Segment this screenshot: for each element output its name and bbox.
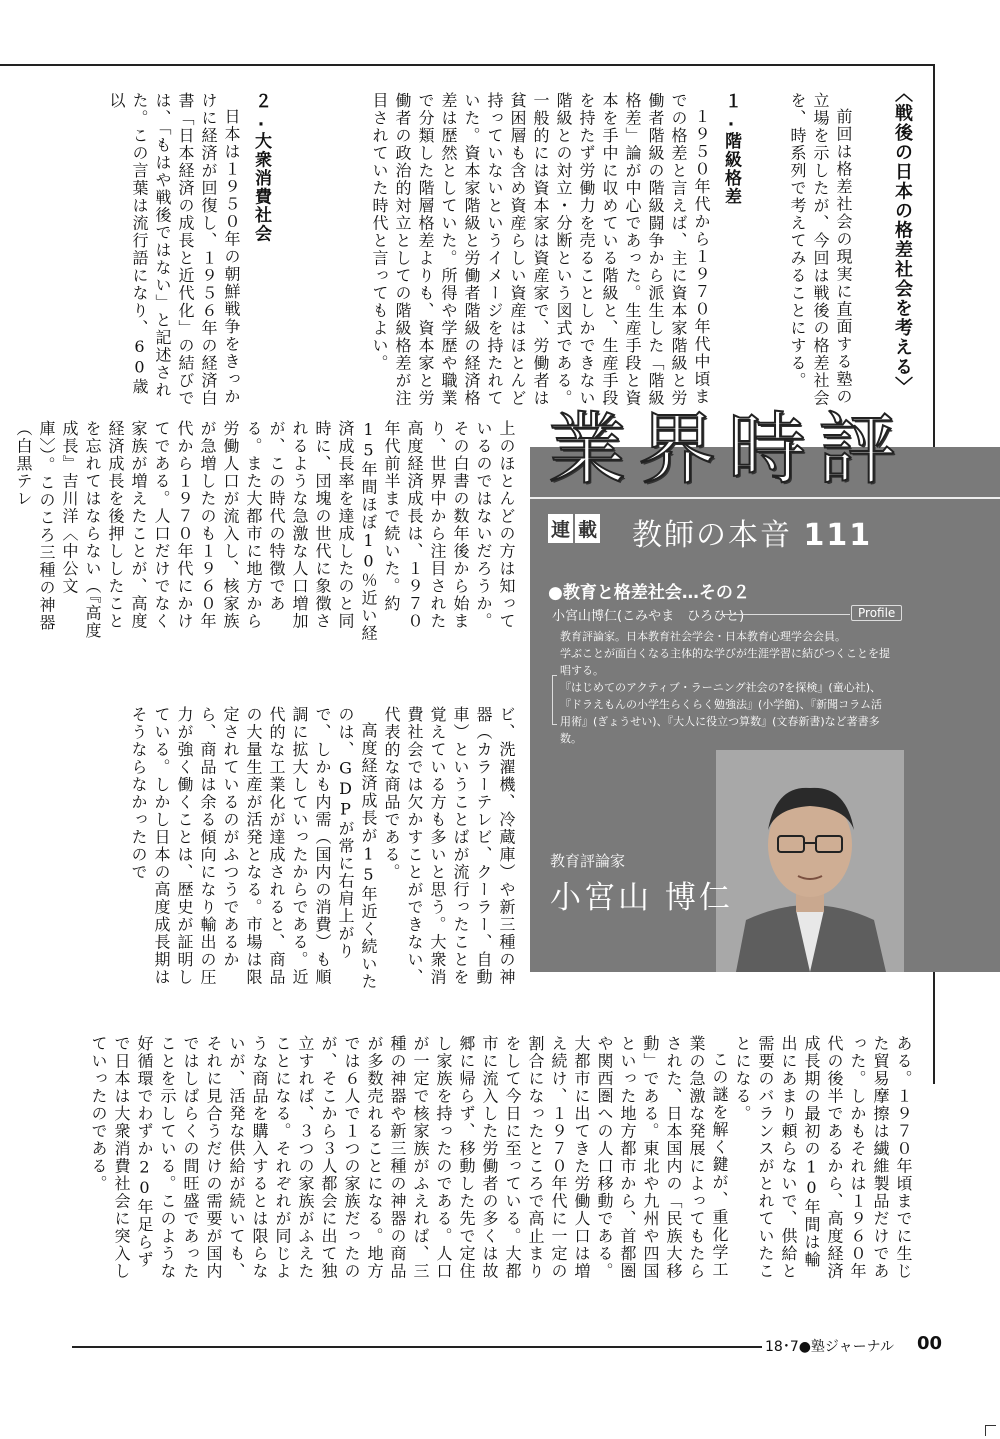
footer-rule xyxy=(72,1346,762,1348)
banner-divider xyxy=(530,497,1000,499)
intro-heading-column xyxy=(862,84,914,414)
profile-bracket xyxy=(552,675,557,725)
intro-text: 前回は格差社会の現実に直面する塾の立場を示したが、今回は戦後の格差社会を、時系列で考えてみることにする。 xyxy=(788,92,853,407)
page-number: 00 xyxy=(917,1333,943,1354)
section1-column xyxy=(280,92,742,408)
author-photo xyxy=(716,750,904,972)
author-role: 教育評論家 xyxy=(550,852,626,870)
series-badge xyxy=(548,514,600,543)
bottom-text2: この謎を解く鍵が、重化学工業の急激な発展によってもたらされた、日本国内の「民族大移動」である。東北や九州や四国といった地方都市から、首都圏や関西圏への人口移動である。大都市に出てきた労働人口は増え続け、１９７０年代に一定の割合になったところで高止まりをして今日に至っている。大都市に流入した労働者の多くは故郷に帰らず、移動した先で定住し家族を持ったのである。人口が一定で核家族がふえれば、三種の神器や新三種の神器の商品が多数売れることになる。地方では６人で１つの家族だったのが、そこから３人都会に出て独立すれば、３つの家族がふえたことになる。それぞれが同じような商品を購入するとは限らないが、活発な供給が続いても、それに見合うだけの需要が国内ではしばらくの間旺盛であったことを示している。このような好循環でわずか20年足らずで日本は大衆消費社会に突入していったのである。 xyxy=(89,1035,729,1280)
profile-text xyxy=(560,628,890,747)
section2-heading: ２.大衆消費社会 xyxy=(251,92,271,243)
profile-line-3: 『はじめてのアクティブ・ラーニング社会の?を探検』(童心社)、『ドラえもんの小学生らくらく勉強法』(小学館)、『新聞コラム活用術』(ぎょうせい)、『大人に役立つ算数』(文春新書)など著書多数。 xyxy=(560,681,882,745)
top-rule xyxy=(0,64,935,66)
series-number: 111 xyxy=(803,518,873,553)
bottom-column xyxy=(89,1035,915,1285)
series-title xyxy=(632,510,872,554)
badge-char-2: 載 xyxy=(575,514,600,543)
section1-text: １９５０年代から１９７０年代中頃までの格差と言えば、主に資本家階級と労働者階級の階級闘争から派生した「階級格差」論が中心であった。生産手段と資本を手中に収めている階級と、生産手段を持たず労働力を売ることしかできない階級との対立・分断という図式である。一般的には資本家は資産家で、労働者は貧困層も含め資産らしい資産はほとんど持っていないというイメージを持たれていた。資本家階級と労働者階級の経済格差は歴然としていた。所得や学歴や職業で分類した階層格差よりも、資本家と労働者の政治的対立としての階級格差が注目されていた時代と言ってもよい。 xyxy=(370,92,711,407)
profile-label: Profile xyxy=(851,605,902,621)
profile-line-2: 学ぶことが面白くなる主体的な学びが生涯学習に結びつくことを提唱する。 xyxy=(560,647,890,677)
mid-right-text: 上のほとんどの方は知っているのではないだろうか。その白書の数年後から始まり、世界中から注目された高度経済成長は、１９７０年代前半まで続いた。約15年間ほぼ10％近い経済成長率を達成したのと同時に、団塊の世代に象徴されるような急激な人口増加が、この時代の特徴である。また大都市に地方から労働人口が流入し、核家族が急増したのも１９６０年代から１９７０年代にかけてである。人口だけでなく家族が増えたことが、高度経済成長を後押ししたことを忘れてはならない（『高度成長』吉川洋〈中公文庫〉）。このころ三種の神器（白黒テレ xyxy=(14,420,516,642)
footer-issue: 18･7●塾ジャーナル xyxy=(765,1339,894,1355)
mid-right-column xyxy=(14,420,518,645)
author-name: 小宮山 博仁 xyxy=(550,880,733,916)
profile-line-1: 教育評論家。日本教育社会学会・日本教育心理学会会員。 xyxy=(560,630,846,643)
intro-text-column xyxy=(755,92,855,412)
section2-text: 日本は１９５０年の朝鮮戦争をきっかけに経済が回復し、１９５６年の経済白書「日本経済の成長と近代化」の結びでは、「もはや戦後ではない」と記述された。この言葉は流行語になり、60歳以 xyxy=(107,92,241,407)
mid-left-column xyxy=(98,706,518,991)
crop-mark xyxy=(985,1425,996,1436)
badge-char-1: 連 xyxy=(548,514,573,543)
author-portrait-illustration xyxy=(716,750,904,972)
intro-heading: 〈戦後の日本の格差社会を考える〉 xyxy=(892,84,913,396)
mid-left-text2: 高度経済成長が15年近く続いたのは、GDPが常に右肩上がりで、しかも内需（国内の消費）も順調に拡大していったからである。近代的な工業化が達成されると、商品の大量生産が活発となる。市場は限定されているのがふつうであるから、商品は余る傾向になり輸出の圧力が強く働くことは、歴史が証明している。しかし日本の高度成長期はそうならなかったので xyxy=(129,706,378,991)
banner-title: 業界時評 xyxy=(548,405,909,495)
profile-rule xyxy=(720,614,850,615)
section1-heading: １.階級格差 xyxy=(721,92,741,206)
author-reading: 小宮山博仁(こみやま ひろひと) xyxy=(552,609,745,624)
bottom-text: ある。１９７０年頃までに生じた貿易摩擦は繊維製品だけであった。しかもそれは１９６０年代の後半であるから、高度経済成長期の最初の10年間は輸出にあまり頼らないで、供給と需要のバランスがとれていたことになる。 xyxy=(733,1035,913,1280)
mid-left-text: ビ、洗濯機、冷蔵庫）や新三種の神器（カラーテレビ、クーラー、自動車）ということばが流行ったことを覚えている方も多いと思う。大衆消費社会では欠かすことができない、代表的な商品である。 xyxy=(382,706,516,986)
section2-column xyxy=(100,92,272,408)
series-title-text: 教師の本音 xyxy=(632,518,792,553)
article-subtitle: ●教育と格差社会…その２ xyxy=(548,583,750,603)
